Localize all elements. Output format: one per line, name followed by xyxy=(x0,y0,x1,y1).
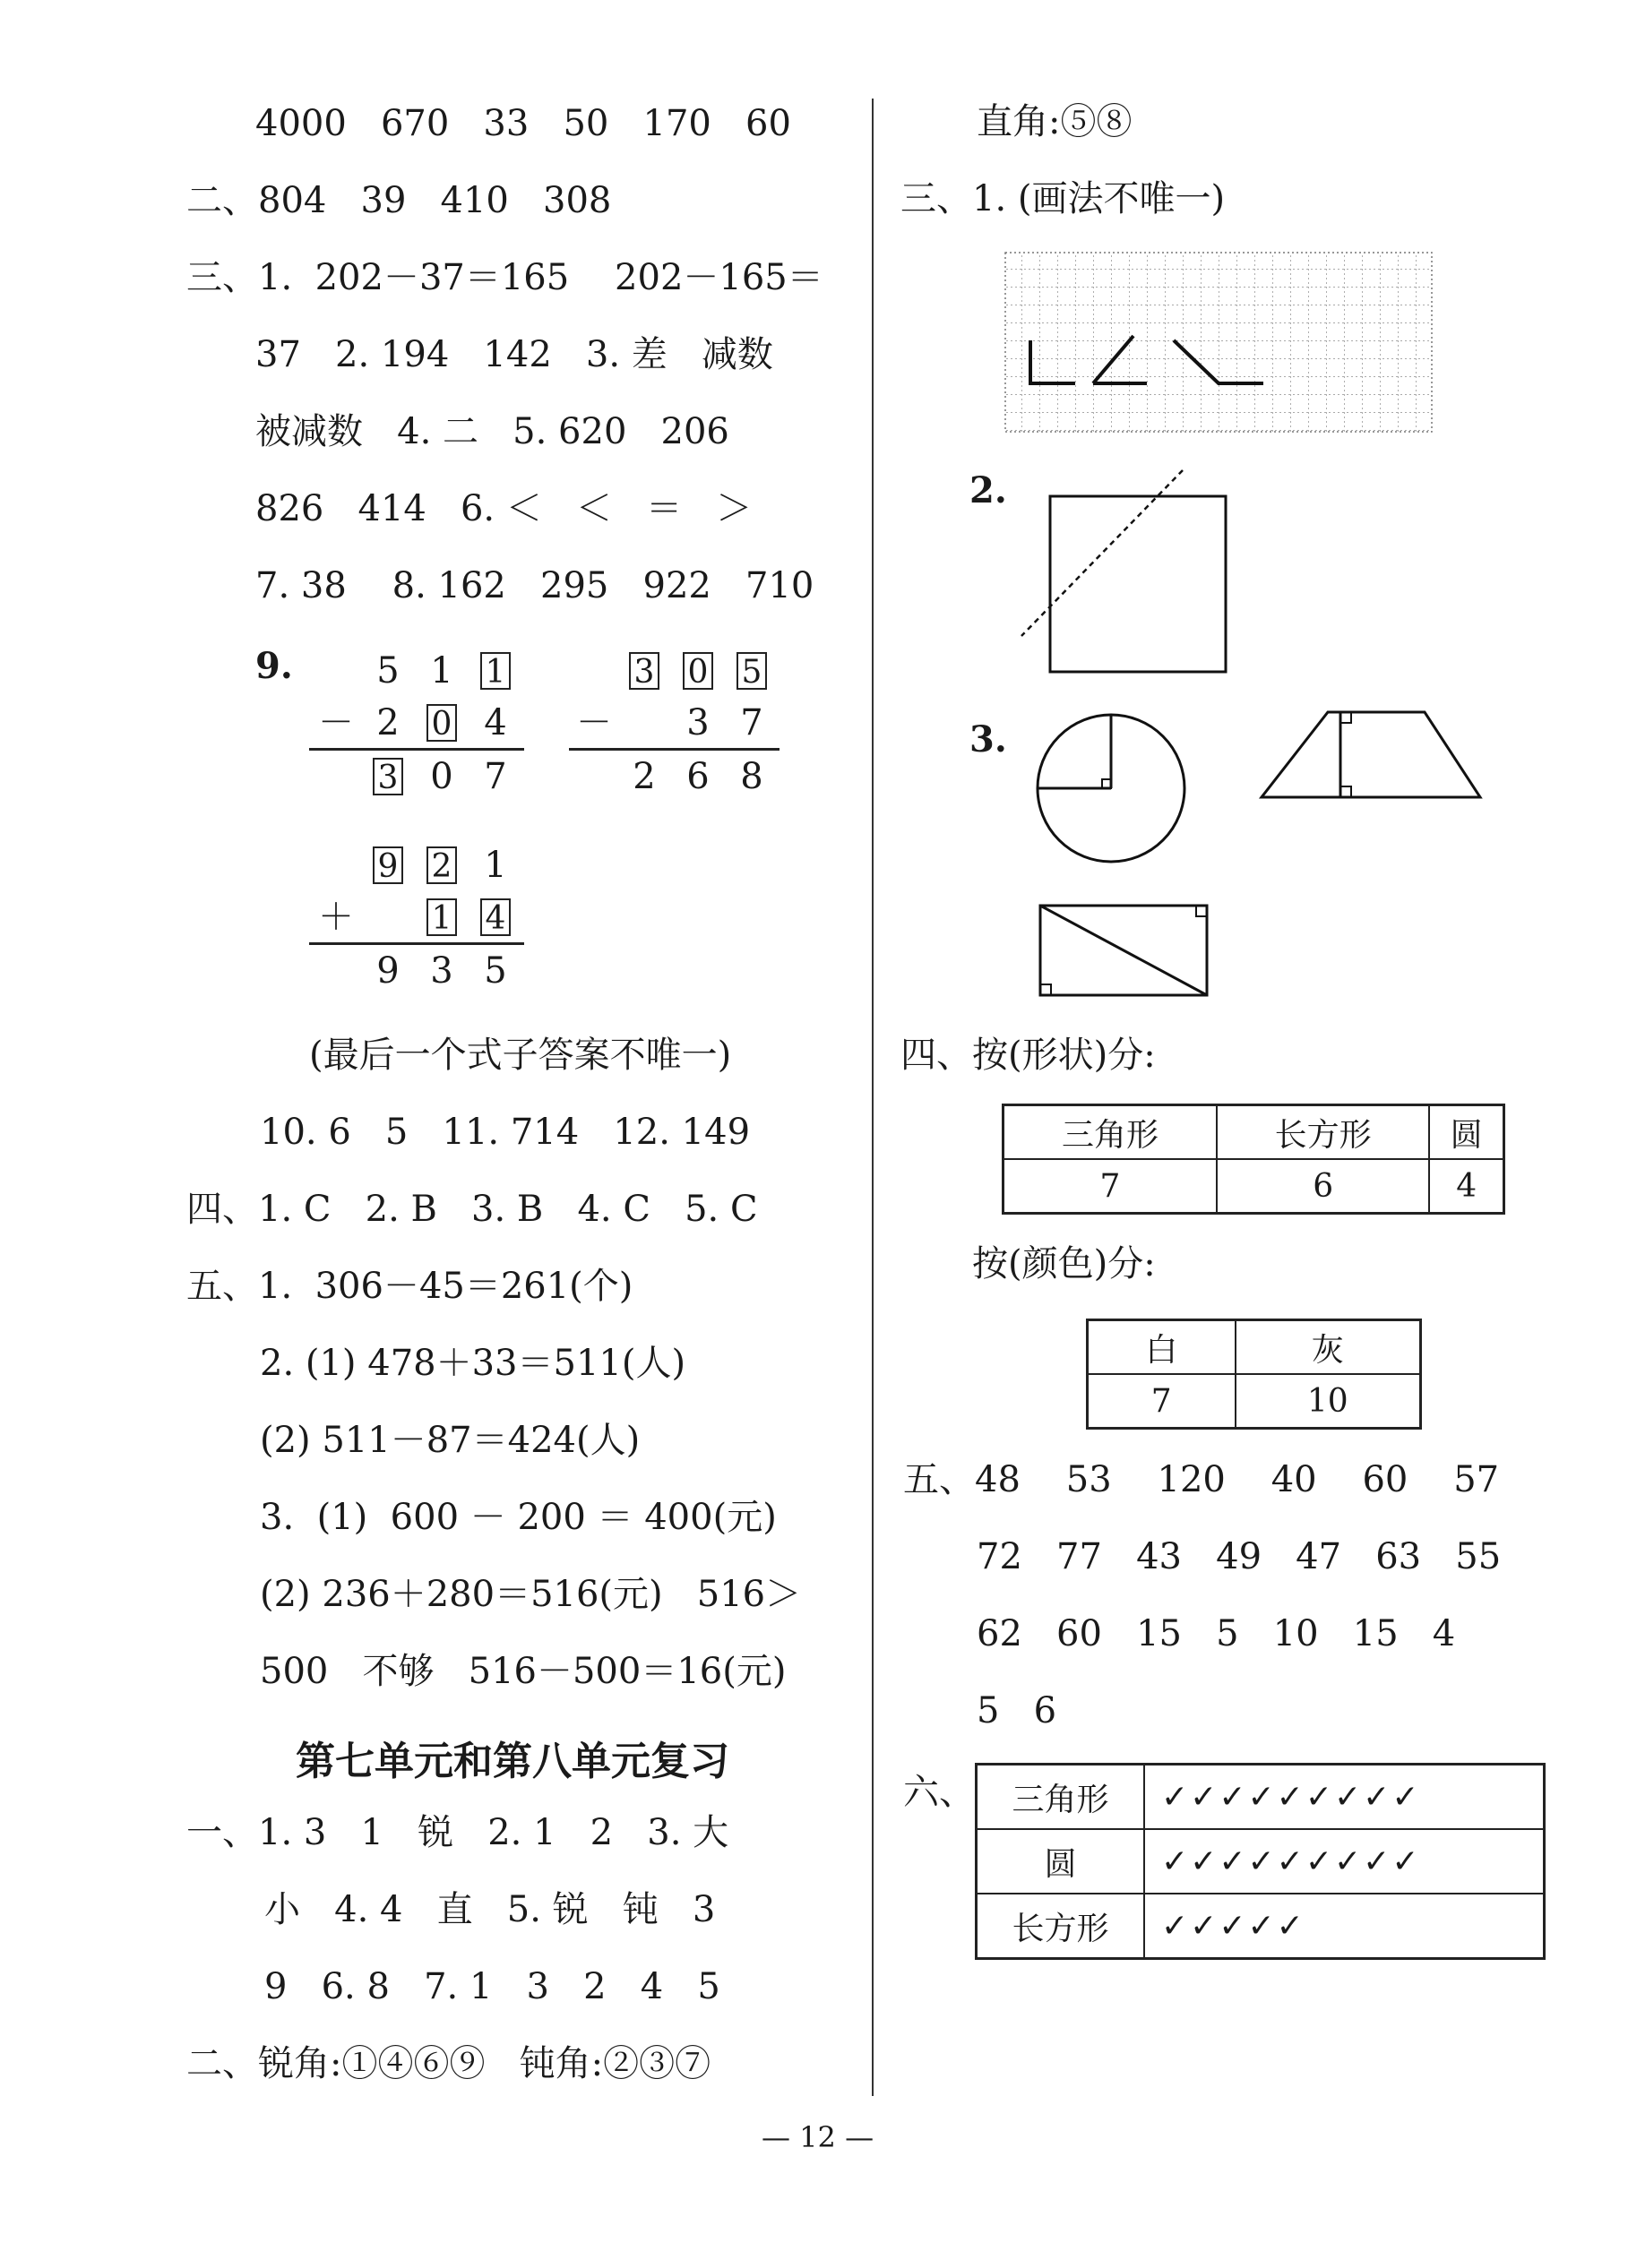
grid-drawing xyxy=(1004,251,1434,434)
square-with-fold-line xyxy=(1012,466,1245,681)
calc-line xyxy=(309,942,524,945)
answer-row: 二、804 39 410 308 xyxy=(186,180,612,221)
tally-marks: ✓✓✓✓✓✓✓✓✓ xyxy=(1144,1765,1545,1830)
answer-row: 被减数 4. 二 5. 620 206 xyxy=(255,411,729,452)
answer-row: 直角:⑤⑧ xyxy=(977,101,1133,142)
answer-row: 2. (1) 478＋33＝511(人) xyxy=(260,1343,686,1384)
tally-table xyxy=(975,1763,1546,1960)
tally-label: 长方形 xyxy=(977,1894,1145,1959)
answer-row: 5 6 xyxy=(977,1690,1057,1731)
boxed-digit: 3 xyxy=(367,755,409,798)
q3-label: 3. xyxy=(969,718,1007,760)
operator: － xyxy=(318,702,354,743)
boxed-digit: 4 xyxy=(475,896,516,939)
calc-line xyxy=(569,748,780,751)
table-header: 白 xyxy=(1088,1320,1236,1375)
boxed-digit: 2 xyxy=(421,844,462,887)
answer-row: 四、1. C 2. B 3. B 4. C 5. C xyxy=(186,1189,758,1230)
column-divider xyxy=(872,99,874,2096)
answer-row: 3. (1) 600 － 200 ＝ 400(元) xyxy=(260,1497,777,1538)
answer-row: 一、1. 3 1 锐 2. 1 2 3. 大 xyxy=(186,1812,729,1853)
boxed-digit: 3 xyxy=(624,649,665,692)
digit: 2 xyxy=(376,702,400,743)
table-header: 长方形 xyxy=(1217,1105,1429,1160)
q2-label: 2. xyxy=(969,469,1007,511)
boxed-digit: 5 xyxy=(731,649,772,692)
digit: 3 xyxy=(686,702,710,743)
answer-row: 9 6. 8 7. 1 3 2 4 5 xyxy=(264,1966,720,2007)
digit: 2 xyxy=(633,756,656,797)
answer-row: 小 4. 4 直 5. 锐 钝 3 xyxy=(264,1889,716,1930)
shape-count-table xyxy=(1002,1104,1505,1215)
answer-row: 五、1. 306－45＝261(个) xyxy=(186,1266,633,1307)
operator: － xyxy=(576,702,612,743)
table-cell: 4 xyxy=(1429,1159,1503,1214)
boxed-digit: 1 xyxy=(421,896,462,939)
digit: 1 xyxy=(430,650,453,692)
digit: 7 xyxy=(740,702,763,743)
digit: 7 xyxy=(484,756,507,797)
answer-row: 62 60 15 5 10 15 4 xyxy=(977,1613,1456,1654)
table-header: 灰 xyxy=(1236,1320,1421,1375)
boxed-digit: 9 xyxy=(367,844,409,887)
table-cell: 7 xyxy=(1004,1159,1217,1214)
table-cell: 7 xyxy=(1088,1374,1236,1429)
answer-row: 二、锐角:①④⑥⑨ 钝角:②③⑦ xyxy=(186,2043,711,2084)
answer-row: 按(颜色)分: xyxy=(972,1243,1156,1284)
digit: 1 xyxy=(484,845,507,886)
answer-row: 37 2. 194 142 3. 差 减数 xyxy=(255,334,773,375)
table-header: 三角形 xyxy=(1004,1105,1217,1160)
boxed-digit: 1 xyxy=(475,649,516,692)
tally-label: 三角形 xyxy=(977,1765,1145,1830)
digit: 8 xyxy=(740,756,763,797)
answer-row: 4000 670 33 50 170 60 xyxy=(255,103,791,144)
circle-with-right-angle xyxy=(1030,708,1192,869)
tally-marks: ✓✓✓✓✓ xyxy=(1144,1894,1545,1959)
answer-row: 六、 xyxy=(903,1772,975,1813)
boxed-digit: 0 xyxy=(421,701,462,744)
answer-row: 三、1. 202－37＝165 202－165＝ xyxy=(186,257,823,298)
boxed-digit: 0 xyxy=(677,649,719,692)
question-9-label: 9. xyxy=(255,645,293,687)
answer-row: 826 414 6. ＜ ＜ ＝ ＞ xyxy=(255,488,753,529)
answer-row: 四、按(形状)分: xyxy=(900,1035,1156,1076)
tally-label: 圆 xyxy=(977,1829,1145,1894)
calc-line xyxy=(309,748,524,751)
table-cell: 10 xyxy=(1236,1374,1421,1429)
page-number: — 12 — xyxy=(762,2120,874,2154)
answer-row: (2) 511－87＝424(人) xyxy=(260,1420,641,1461)
table-header: 圆 xyxy=(1429,1105,1503,1160)
trapezoid-with-height xyxy=(1254,703,1487,806)
tally-marks: ✓✓✓✓✓✓✓✓✓ xyxy=(1144,1829,1545,1894)
digit: 5 xyxy=(376,650,400,692)
digit: 4 xyxy=(484,702,507,743)
answer-row: (2) 236＋280＝516(元) 516＞ xyxy=(260,1574,802,1615)
answer-row: 72 77 43 49 47 63 55 xyxy=(977,1536,1502,1577)
digit: 3 xyxy=(430,950,453,992)
digit: 0 xyxy=(430,756,453,797)
answer-row: 三、1. (画法不唯一) xyxy=(900,178,1226,219)
digit: 5 xyxy=(484,950,507,992)
answer-row: 500 不够 516－500＝16(元) xyxy=(260,1651,787,1692)
digit: 9 xyxy=(376,950,400,992)
table-cell: 6 xyxy=(1217,1159,1429,1214)
note: (最后一个式子答案不唯一) xyxy=(309,1035,732,1076)
answer-row: 10. 6 5 11. 714 12. 149 xyxy=(260,1112,751,1153)
operator: ＋ xyxy=(318,897,354,938)
answer-row: 五、48 53 120 40 60 57 xyxy=(903,1459,1500,1500)
section-title: 第七单元和第八单元复习 xyxy=(296,1739,729,1784)
answer-row: 7. 38 8. 162 295 922 710 xyxy=(255,565,814,606)
color-count-table xyxy=(1086,1319,1422,1430)
rectangle-with-diagonal xyxy=(1035,900,1214,1003)
digit: 6 xyxy=(686,756,710,797)
